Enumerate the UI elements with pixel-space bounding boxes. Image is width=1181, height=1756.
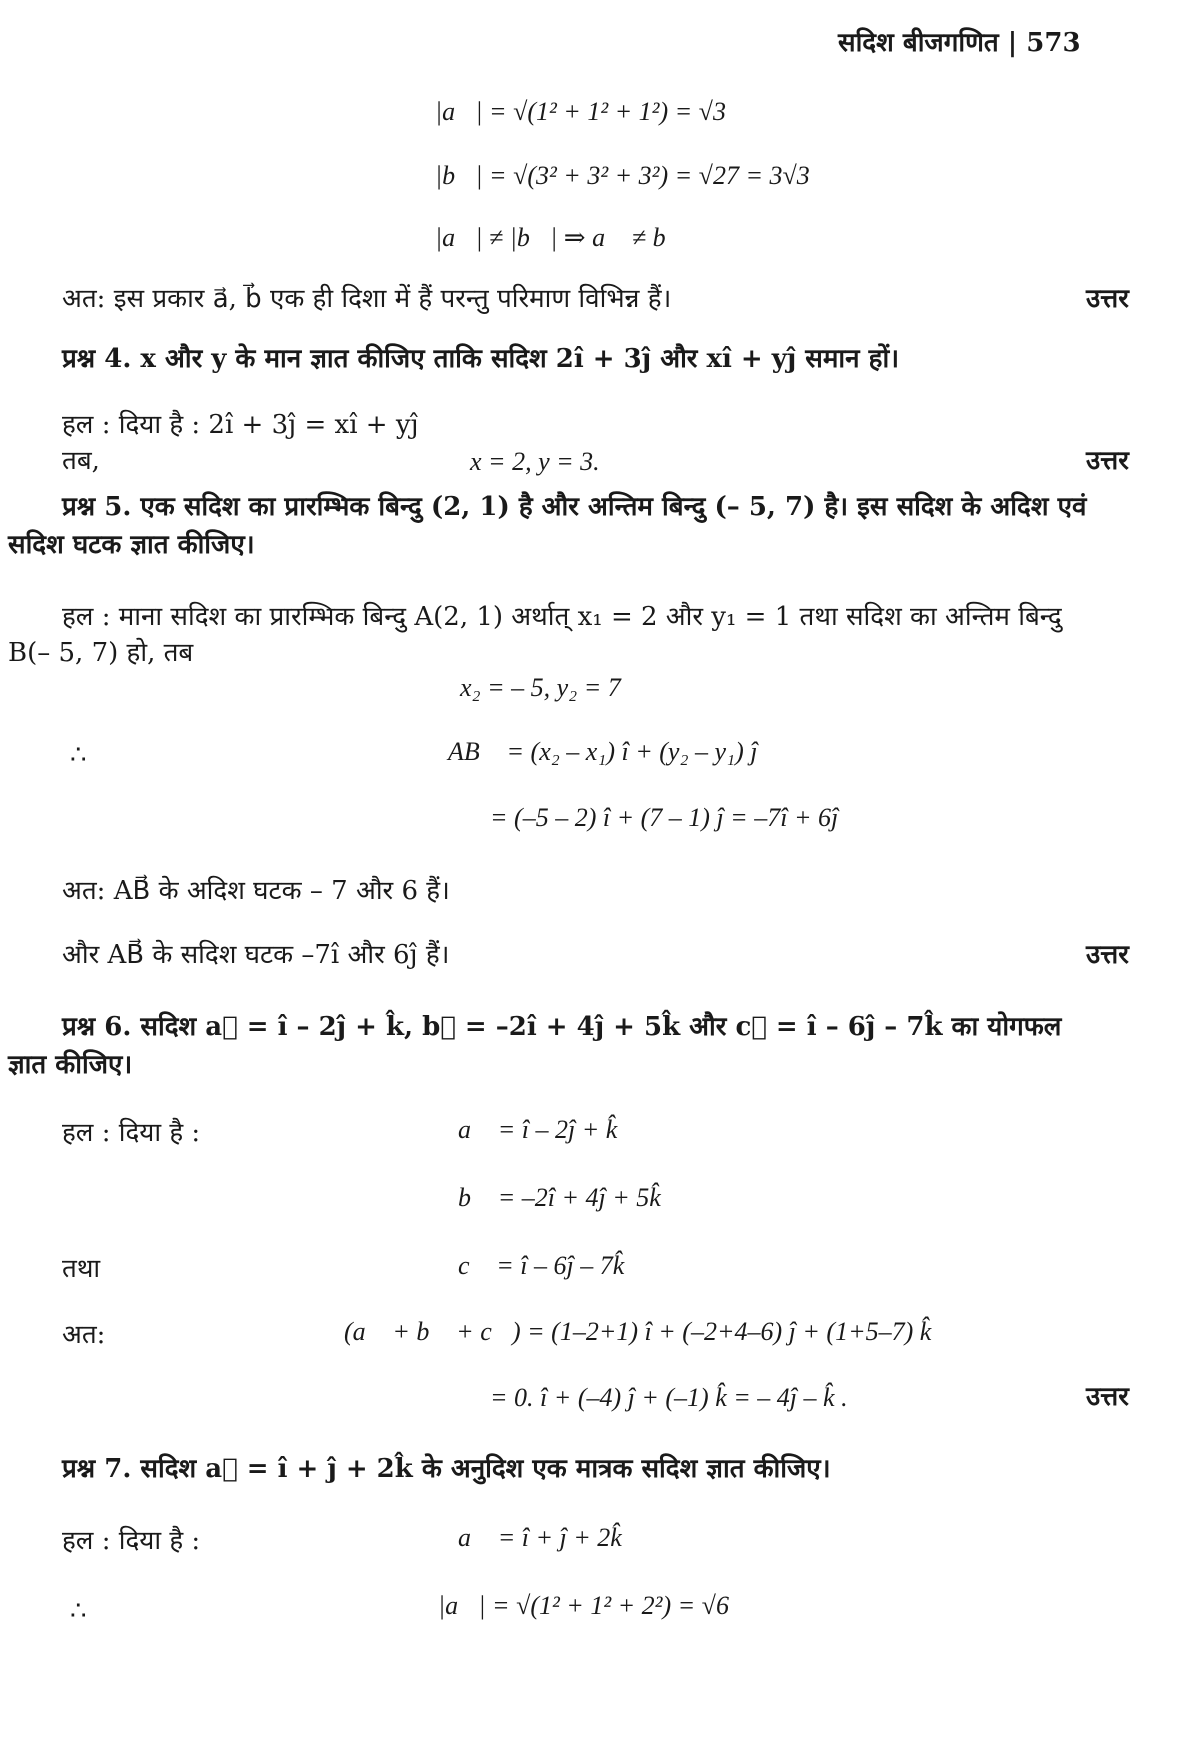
question-5-line-1: प्रश्न 5. एक सदिश का प्रारम्भिक बिन्दु (2, 1) है और अन्तिम बिन्दु (– 5, 7) है। इस सदिश के अदिश एवं (62, 492, 1087, 522)
answer-label: उत्तर (1086, 446, 1129, 476)
solution-6-vector-b: b⃗ = –2î + 4ĵ + 5k̂ (458, 1183, 661, 1212)
solution-7-magnitude: |a⃗| = √(1² + 1² + 2²) = √6 (438, 1591, 729, 1620)
page-header: सदिश बीजगणित | 573 (838, 28, 1081, 58)
solution-6-vector-c: c⃗ = î – 6ĵ – 7k̂ (458, 1251, 625, 1280)
solution-4-label: तब, (62, 446, 100, 476)
solution-7-label: हल : दिया है : (62, 1526, 201, 1556)
question-6-line-1: प्रश्न 6. सदिश a⃗ = î – 2ĵ + k̂, b⃗ = –2î + 4ĵ + 5k̂ और c⃗ = î – 6ĵ – 7k̂ का योगफल (62, 1012, 1062, 1042)
question-5-line-2: सदिश घटक ज्ञात कीजिए। (8, 530, 255, 560)
question-6-line-2: ज्ञात कीजिए। (8, 1050, 133, 1080)
conclusion-text: अत: इस प्रकार a⃗, b⃗ एक ही दिशा में हैं परन्तु परिमाण विभिन्न हैं। (62, 284, 672, 314)
equation-inequality: |a⃗| ≠ |b⃗| ⇒ a⃗ ≠ b⃗ (435, 223, 686, 252)
solution-5-vector-components: और AB⃗ के सदिश घटक –7î और 6ĵ हैं। (62, 940, 450, 970)
therefore-symbol: ∴ (70, 740, 87, 770)
equation-magnitude-a: |a⃗| = √(1² + 1² + 1²) = √3 (435, 97, 726, 126)
solution-6-label: हल : दिया है : (62, 1118, 201, 1148)
solution-5-line-2: B(– 5, 7) हो, तब (8, 638, 194, 668)
solution-5-line-1: हल : माना सदिश का प्रारम्भिक बिन्दु A(2, 1) अर्थात् x₁ = 2 और y₁ = 1 तथा सदिश का अन्तिम बिन्दु (62, 602, 1062, 632)
question-7: प्रश्न 7. सदिश a⃗ = î + ĵ + 2k̂ के अनुदिश एक मात्रक सदिश ज्ञात कीजिए। (62, 1454, 831, 1484)
therefore-symbol: ∴ (70, 1596, 87, 1626)
solution-4-given: हल : दिया है : 2î + 3ĵ = xî + yĵ (62, 410, 419, 440)
solution-5-vector-ab: AB⃗ = (x₂ – x₁) î + (y₂ – y₁) ĵ (448, 737, 758, 766)
equation-magnitude-b: |b⃗| = √(3² + 3² + 3²) = √27 = 3√3 (435, 161, 810, 190)
solution-4-result: x = 2, y = 3. (470, 447, 600, 476)
solution-5-scalar-components: अत: AB⃗ के अदिश घटक – 7 और 6 हैं। (62, 876, 450, 906)
solution-6-sum: (a⃗ + b⃗ + c⃗) = (1–2+1) î + (–2+4–6) ĵ + (1+5–7) k̂ (344, 1317, 932, 1346)
solution-6-sum-result: = 0. î + (–4) ĵ + (–1) k̂ = – 4ĵ – k̂ . (490, 1383, 848, 1412)
answer-label: उत्तर (1086, 940, 1129, 970)
solution-6-hence-label: अत: (62, 1320, 106, 1350)
question-4: प्रश्न 4. x और y के मान ज्ञात कीजिए ताकि सदिश 2î + 3ĵ और xî + yĵ समान हों। (62, 344, 900, 374)
answer-label: उत्तर (1086, 284, 1129, 314)
solution-6-and-label: तथा (62, 1254, 101, 1284)
solution-5-coordinates: x₂ = – 5, y₂ = 7 (460, 673, 621, 702)
solution-7-vector-a: a⃗ = î + ĵ + 2k̂ (458, 1523, 622, 1552)
solution-5-vector-ab-result: = (–5 – 2) î + (7 – 1) ĵ = –7î + 6ĵ (490, 803, 839, 832)
solution-6-vector-a: a⃗ = î – 2ĵ + k̂ (458, 1115, 618, 1144)
answer-label: उत्तर (1086, 1382, 1129, 1412)
